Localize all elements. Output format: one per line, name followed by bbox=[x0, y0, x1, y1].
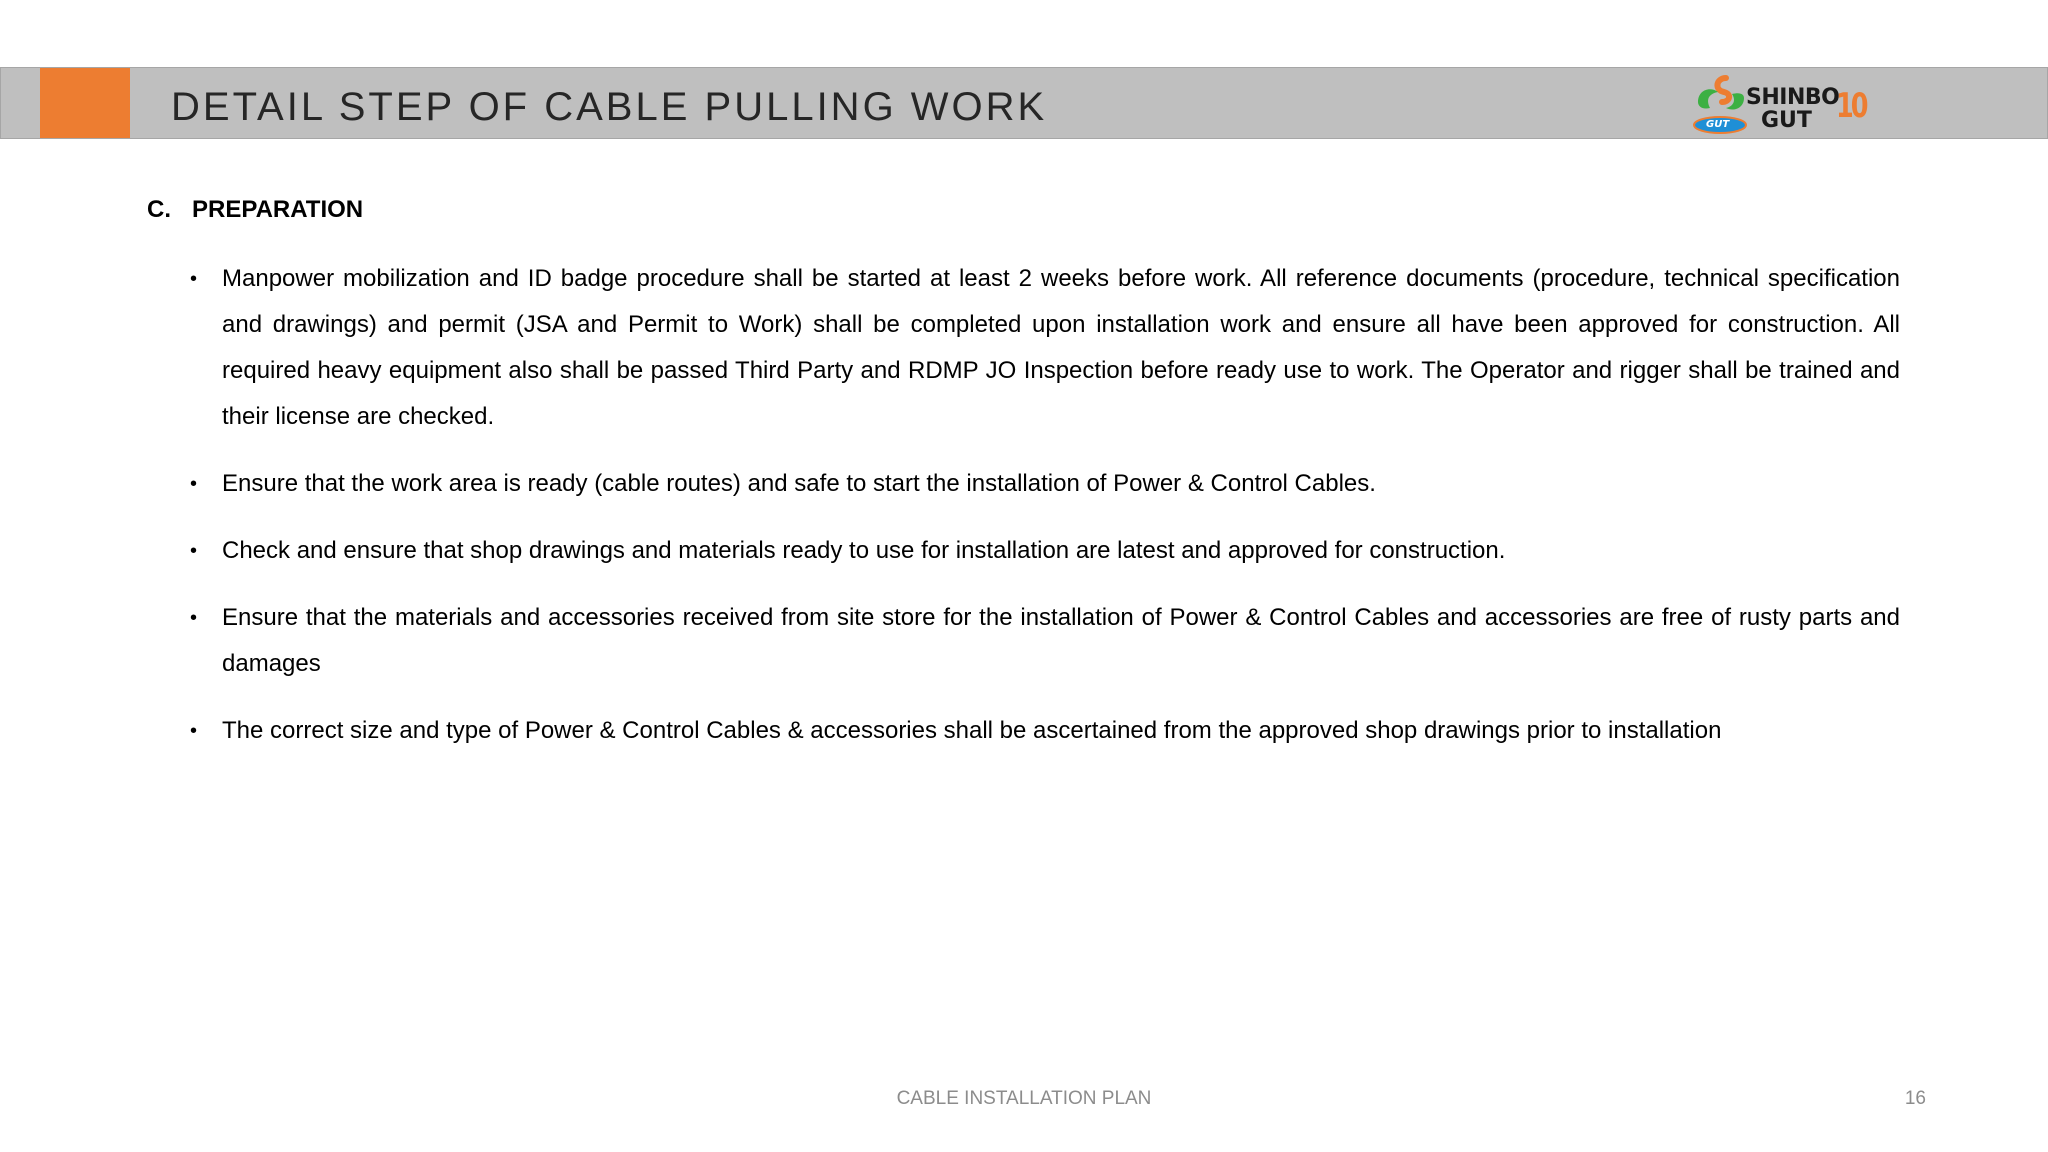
bullet-icon: • bbox=[190, 540, 198, 562]
header-bar bbox=[0, 67, 2048, 139]
footer-page-number: 16 bbox=[1904, 1088, 1926, 1109]
bullet-icon: • bbox=[190, 473, 198, 495]
list-item bbox=[190, 256, 1900, 440]
logo-text-shinbo: SHINBO bbox=[1746, 85, 1840, 110]
company-logo bbox=[1686, 68, 1876, 138]
logo-text-gut: GUT bbox=[1761, 108, 1812, 133]
bullet-icon: • bbox=[190, 607, 198, 629]
list-item bbox=[190, 528, 1900, 574]
bullet-text: Check and ensure that shop drawings and materials ready to use for installation are latest and approved for construction. bbox=[222, 537, 1506, 564]
bullet-text: Ensure that the materials and accessories received from site store for the installation of Power & Control Cables and accessories are free of rusty parts and damages bbox=[222, 604, 1900, 677]
header-accent-block bbox=[40, 68, 130, 138]
bullet-text: Manpower mobilization and ID badge procedure shall be started at least 2 weeks before work. All reference documents (procedure, technical specification and drawings) and permit (JSA and Permit to Work) shall be completed upon installation work and ensure all have been approved for construction. All required heavy equipment also shall be passed Third Party and RDMP JO Inspection before ready use to work. The Operator and rigger shall be trained and their license are checked. bbox=[222, 265, 1900, 430]
slide-title: DETAIL STEP OF CABLE PULLING WORK bbox=[171, 85, 1048, 129]
list-item bbox=[190, 708, 1900, 754]
bullet-text: The correct size and type of Power & Control Cables & accessories shall be ascertained from the approved shop drawings prior to installation bbox=[222, 717, 1722, 744]
footer-document-title: CABLE INSTALLATION PLAN bbox=[896, 1088, 1152, 1109]
list-item bbox=[190, 595, 1900, 687]
logo-anniversary-number: 10 bbox=[1836, 86, 1866, 126]
bullet-icon: • bbox=[190, 720, 198, 742]
section-heading bbox=[147, 196, 363, 224]
logo-badge-text: GUT bbox=[1706, 119, 1730, 130]
bullet-text: Ensure that the work area is ready (cable routes) and safe to start the installation of Power & Control Cables. bbox=[222, 470, 1376, 497]
list-item bbox=[190, 461, 1900, 507]
bullet-icon: • bbox=[190, 268, 198, 290]
section-letter: C. bbox=[147, 196, 171, 223]
section-title: PREPARATION bbox=[192, 196, 364, 223]
bullet-list bbox=[190, 256, 1900, 775]
